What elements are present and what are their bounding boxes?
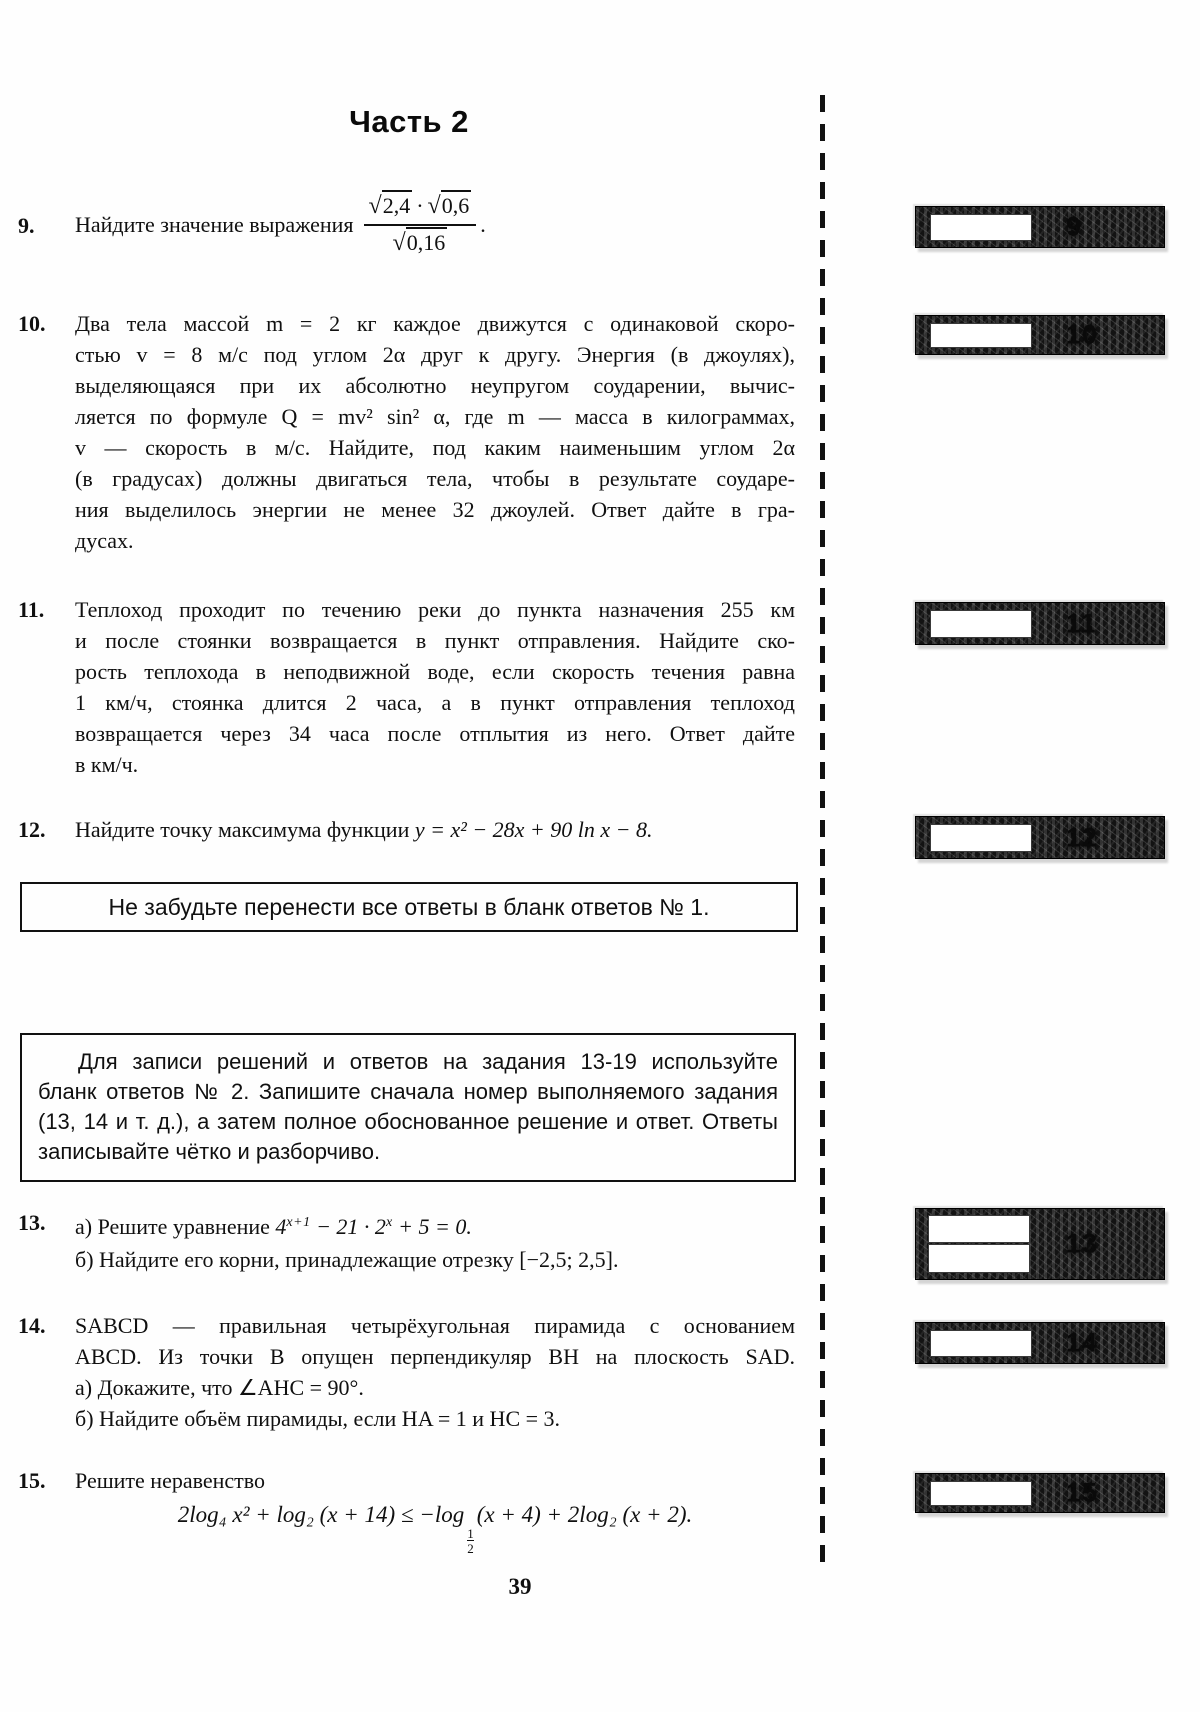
problem-13-number: 13.	[18, 1210, 46, 1235]
problem-text-line: и после стоянки возвращается в пункт отправления. Найдите ско-	[75, 628, 795, 653]
problem-text-line: Два тела массой m = 2 кг каждое движутся с одинаковой скоро-	[75, 311, 795, 336]
problem-text-line: б) Найдите объём пирамиды, если HA = 1 и HC = 3.	[75, 1406, 561, 1431]
fraction	[364, 193, 477, 257]
answer-field-12[interactable]	[930, 824, 1032, 852]
problem-text-line: б) Найдите его корни, принадлежащие отрезку [−2,5; 2,5].	[75, 1247, 619, 1272]
answer-strip-12	[915, 816, 1165, 859]
problem-text-line: дусах.	[75, 528, 134, 553]
problem-11	[18, 594, 798, 780]
problem-text-line: ния выделилось энергии не менее 32 джоулей. Ответ дайте в гра-	[75, 497, 795, 522]
fraction-top: 1	[467, 1526, 474, 1541]
problem-text-line: Теплоход проходит по течению реки до пункта назначения 255 км	[75, 597, 795, 622]
note-box-1	[20, 882, 798, 932]
formula-left: 2log₄ x² + log₂ (x + 14) ≤ −log	[177, 1502, 465, 1527]
fraction-bottom: 2	[467, 1541, 474, 1556]
problem-15-body	[75, 1465, 795, 1496]
formula-base: 4	[275, 1214, 287, 1239]
answer-strip-15	[915, 1473, 1165, 1513]
answer-field-11[interactable]	[930, 610, 1032, 638]
radicand: 0,16	[406, 227, 448, 255]
problem-text-line: v — скорость в м/с. Найдите, под каким наименьшим углом 2α	[75, 435, 795, 460]
radical-sign: √	[368, 193, 382, 219]
radicand: 2,4	[382, 190, 413, 218]
problem-9-text: Найдите значение выражения	[75, 212, 354, 237]
strip-number-label: 9	[1066, 211, 1083, 242]
multiplication-dot: ·	[416, 193, 424, 218]
problem-15-number: 15.	[18, 1468, 46, 1493]
strip-number-label: 13	[1066, 1228, 1099, 1259]
formula-exponent: x+1	[286, 1215, 311, 1230]
formula-period: .	[480, 212, 486, 237]
problem-text-line: 1 км/ч, стоянка длится 2 часа, а в пункт отправления теплоход	[75, 690, 795, 715]
note-2-line: записывайте чётко и разборчиво.	[38, 1139, 381, 1164]
radical-sign: √	[392, 230, 406, 256]
problem-text-line: возвращается через 34 часа после отплытия из него. Ответ дайте	[75, 721, 795, 746]
problem-13	[18, 1206, 798, 1276]
strip-number-label: 14	[1066, 1327, 1099, 1358]
problem-9-body	[75, 193, 486, 257]
answer-field-15[interactable]	[930, 1481, 1032, 1506]
strip-number-label: 10	[1066, 319, 1099, 350]
answer-strip-10	[915, 315, 1165, 355]
problem-text-line: рость теплохода в неподвижной воде, если скорость течения равна	[75, 659, 795, 684]
strip-number-label: 12	[1066, 822, 1099, 852]
fraction-numerator	[364, 193, 477, 226]
note-2-line: бланк ответов № 2. Запишите сначала номер выполняемого задания	[38, 1079, 778, 1104]
problem-text-line: в км/ч.	[75, 752, 139, 777]
fraction-denominator	[364, 226, 477, 257]
problem-15	[18, 1465, 798, 1496]
problem-14	[18, 1310, 798, 1434]
problem-text-line: а) Докажите, что ∠AHC = 90°.	[75, 1375, 364, 1400]
problem-text-line: стью v = 8 м/с под углом 2α друг к другу. Энергия (в джоулях),	[75, 342, 795, 367]
problem-13-body	[75, 1206, 795, 1276]
problem-10-body	[75, 308, 795, 556]
answer-field-14[interactable]	[930, 1330, 1032, 1357]
problem-text-line: ляется по формуле Q = mv² sin² α, где m — масса в килограммах,	[75, 404, 795, 429]
answer-strip-13	[915, 1208, 1165, 1280]
formula-base: − 21 · 2	[310, 1214, 386, 1239]
problem-12-body	[75, 814, 795, 845]
page-title: Часть 2	[349, 104, 469, 139]
answer-field-9[interactable]	[930, 214, 1032, 241]
formula-right: (x + 4) + 2log₂ (x + 2).	[476, 1502, 693, 1527]
formula-tail: + 5 = 0.	[392, 1214, 472, 1239]
problem-13a-text: а) Решите уравнение	[75, 1214, 276, 1239]
problem-9-number: 9.	[18, 212, 35, 238]
note-1-text: Не забудьте перенести все ответы в бланк ответов № 1.	[108, 893, 710, 920]
answer-field-10[interactable]	[930, 323, 1032, 348]
problem-text-line: Решите неравенство	[75, 1468, 266, 1493]
radicand: 0,6	[441, 190, 472, 218]
dashed-divider-line	[820, 95, 825, 1565]
problem-14-number: 14.	[18, 1313, 46, 1338]
page-number: 39	[508, 1574, 532, 1599]
problem-text-line: выделяющаяся при их абсолютно неупругом соударении, вычис-	[75, 373, 795, 398]
note-box-2	[20, 1033, 796, 1182]
answer-strip-9	[915, 206, 1165, 248]
log-base-one-half	[467, 1527, 474, 1555]
problem-12-number: 12.	[18, 817, 46, 842]
problem-11-number: 11.	[18, 597, 45, 622]
problem-10	[18, 308, 798, 556]
problem-12	[18, 814, 798, 845]
strip-number-label: 11	[1066, 608, 1097, 638]
note-2-line: Для записи решений и ответов на задания 13-19 используйте	[78, 1049, 778, 1074]
problem-12-text: Найдите точку максимума функции	[75, 817, 410, 842]
problem-12-formula: y = x² − 28x + 90 ln x − 8.	[414, 817, 653, 842]
answer-field-13b[interactable]	[928, 1244, 1030, 1273]
formula-exponent: x	[385, 1215, 393, 1230]
problem-10-number: 10.	[18, 311, 46, 336]
problem-text-line: SABCD — правильная четырёхугольная пирамида с основанием	[75, 1313, 795, 1338]
answer-field-13a[interactable]	[928, 1215, 1030, 1243]
problem-14-body	[75, 1310, 795, 1434]
answer-strip-11	[915, 602, 1165, 645]
radical-sign: √	[427, 193, 441, 219]
problem-text-line	[75, 1206, 795, 1243]
problem-text-line: (в градусах) должны двигаться тела, чтобы в результате соударе-	[75, 466, 795, 491]
problem-11-body	[75, 594, 795, 780]
problem-9	[18, 193, 798, 257]
problem-text-line: ABCD. Из точки B опущен перпендикуляр BH на плоскость SAD.	[75, 1344, 795, 1369]
answer-strip-14	[915, 1322, 1165, 1364]
problem-15-formula	[75, 1502, 795, 1556]
strip-number-label: 15	[1066, 1477, 1099, 1508]
note-2-line: (13, 14 и т. д.), а затем полное обоснованное решение и ответ. Ответы	[38, 1109, 778, 1134]
